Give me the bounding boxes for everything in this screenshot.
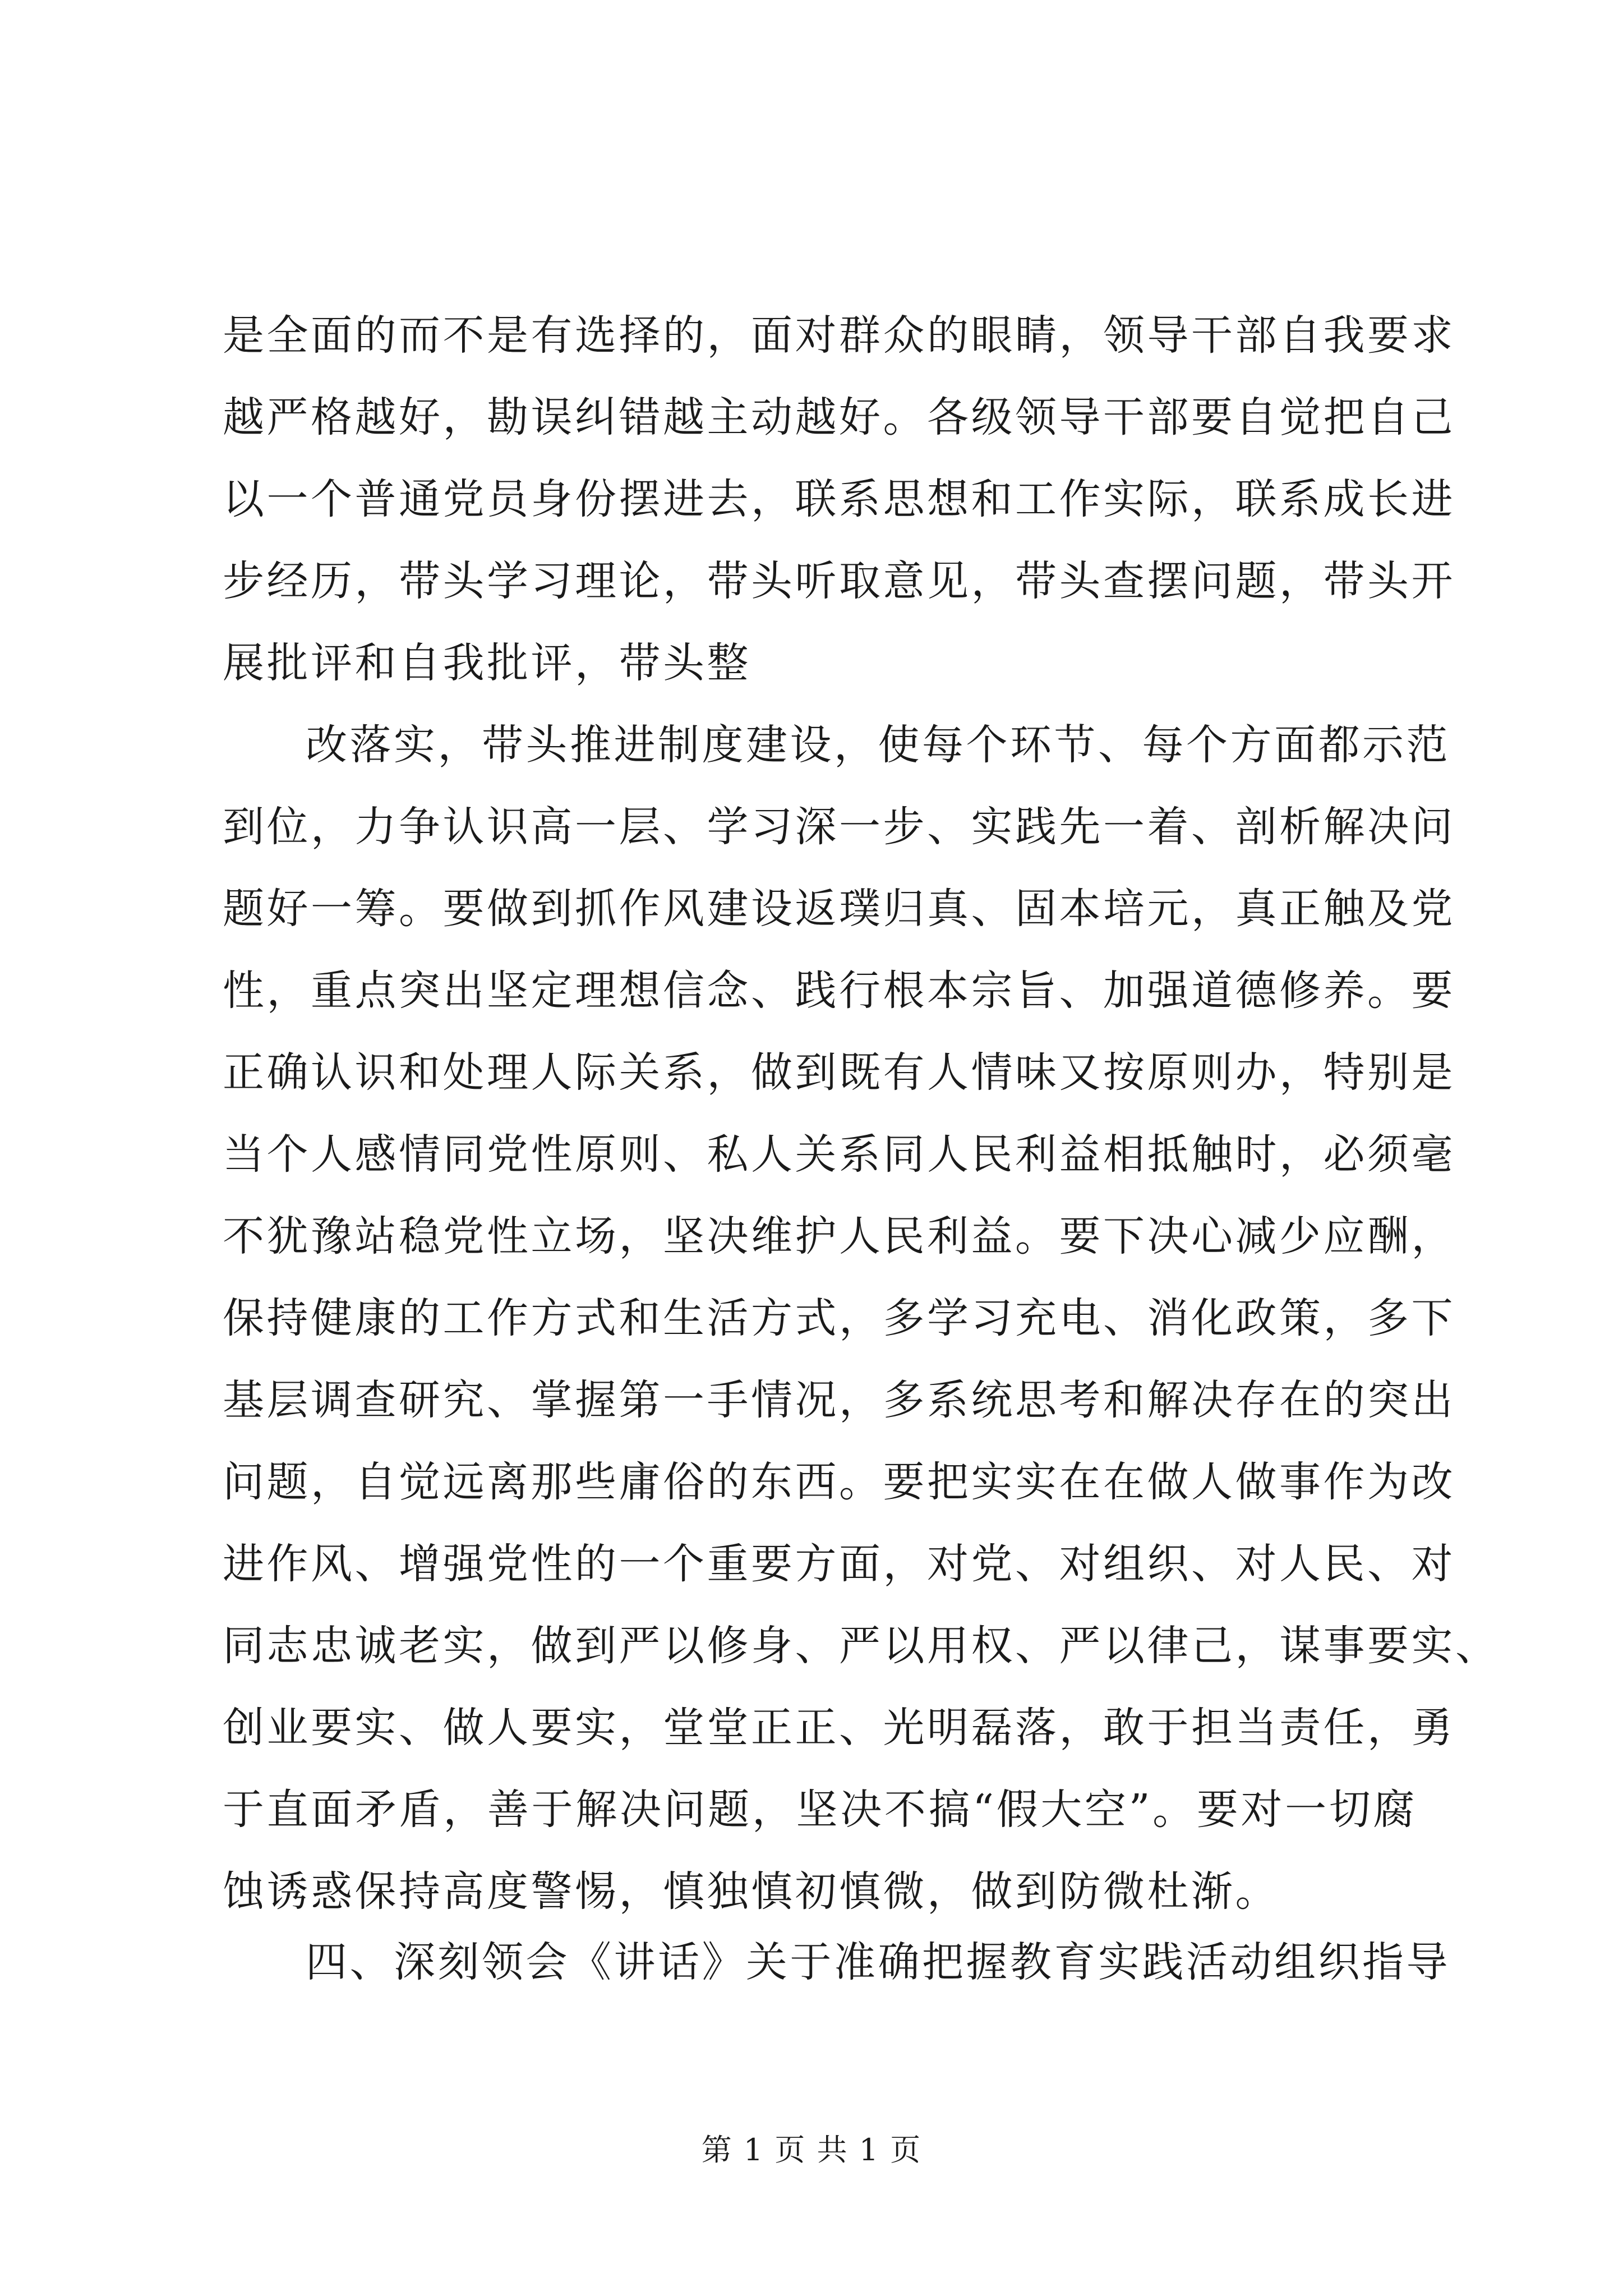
text-line: 蚀诱惑保持高度警惕，慎独慎初慎微，做到防微杜渐。 [223, 1867, 1279, 1916]
text-line: 不犹豫站稳党性立场，坚决维护人民利益。要下决心减少应酬， [223, 1212, 1455, 1260]
text-line: 性，重点突出坚定理想信念、践行根本宗旨、加强道德修养。要 [223, 967, 1455, 1015]
text-line: 同志忠诚老实，做到严以修身、严以用权、严以律己，谋事要实、 [223, 1622, 1500, 1670]
section-heading-line: 四、深刻领会《讲话》关于准确把握教育实践活动组织指导 [306, 1938, 1450, 1986]
paragraph-3 [223, 1921, 1450, 2003]
text-line: 创业要实、做人要实，堂堂正正、光明磊落，敢于担当责任，勇 [223, 1704, 1455, 1752]
text-line: 是全面的而不是有选择的，面对群众的眼睛，领导干部自我要求 [223, 311, 1455, 360]
text-line: 题好一筹。要做到抓作风建设返璞归真、固本培元，真正触及党 [223, 885, 1455, 933]
text-line: 展批评和自我批评，带头整 [223, 639, 751, 687]
text-line: 步经历，带头学习理论，带头听取意见，带头查摆问题，带头开 [223, 557, 1455, 605]
text-line: 进作风、增强党性的一个重要方面，对党、对组织、对人民、对 [223, 1540, 1455, 1588]
text-line: 改落实，带头推进制度建设，使每个环节、每个方面都示范 [306, 721, 1450, 769]
text-line: 基层调查研究、掌握第一手情况，多系统思考和解决存在的突出 [223, 1376, 1455, 1424]
paragraph-2 [223, 704, 1500, 1932]
paragraph-1 [223, 295, 1455, 704]
text-line: 越严格越好，勘误纠错越主动越好。各级领导干部要自觉把自己 [223, 393, 1455, 441]
text-line: 当个人感情同党性原则、私人关系同人民利益相抵触时，必须毫 [223, 1130, 1455, 1179]
text-line: 正确认识和处理人际关系，做到既有人情味又按原则办，特别是 [223, 1048, 1455, 1097]
page-number-label: 第 1 页 共 1 页 [701, 2132, 922, 2168]
text-line: 问题，自觉远离那些庸俗的东西。要把实实在在做人做事作为改 [223, 1458, 1455, 1506]
text-line: 于直面矛盾，善于解决问题，坚决不搞“假大空”。要对一切腐 [223, 1786, 1417, 1834]
text-line: 到位，力争认识高一层、学习深一步、实践先一着、剖析解决问 [223, 803, 1455, 851]
text-line: 保持健康的工作方式和生活方式，多学习充电、消化政策，多下 [223, 1294, 1455, 1342]
text-line: 以一个普通党员身份摆进去，联系思想和工作实际，联系成长进 [223, 475, 1455, 523]
page-footer [0, 2126, 1623, 2169]
